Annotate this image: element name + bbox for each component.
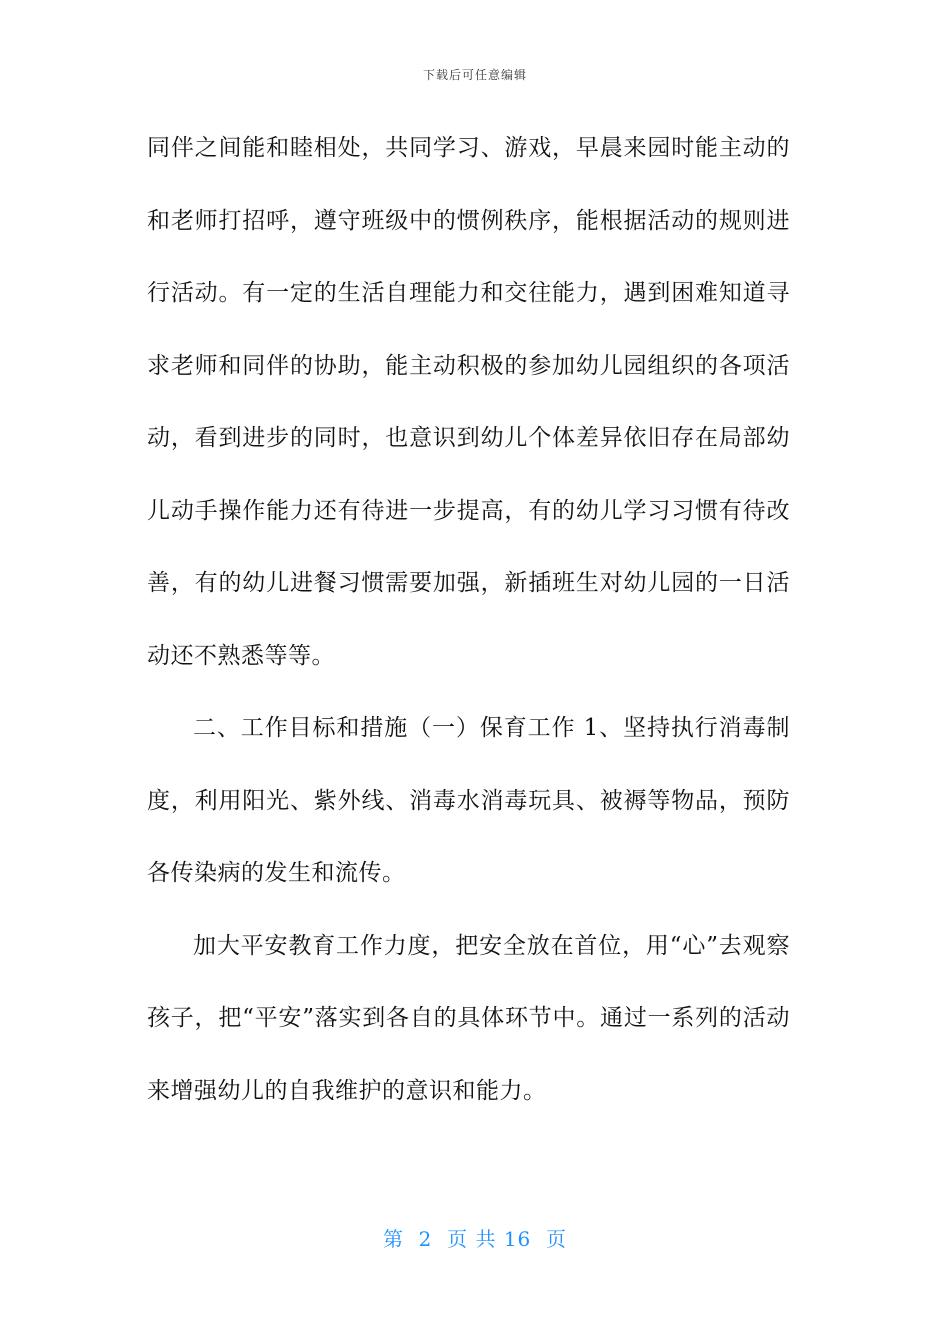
paragraph-1: 同伴之间能和睦相处，共同学习、游戏，早晨来园时能主动的和老师打招呼，遵守班级中的惯例秩序，能根据活动的规则进行活动。有一定的生活自理能力和交往能力，遇到困难知道寻求老师和同伴的协助，能主动积极的参加幼儿园组织的各项活动，看到进步的同时，也意识到幼儿个体差异依旧存在局部幼儿动手操作能力还有待进一步提高，有的幼儿学习习惯有待改善，有的幼儿进餐习惯需要加强，新插班生对幼儿园的一日活动还不熟悉等等。 bbox=[147, 135, 790, 669]
paragraph-3: 加大平安教育工作力度，把安全放在首位，用“心”去观察孩子，把“平安”落实到各自的具体环节中。通过一系列的活动来增强幼儿的自我维护的意识和能力。 bbox=[147, 932, 790, 1104]
paragraph-2: 二、工作目标和措施（一）保育工作 1、坚持执行消毒制度，利用阳光、紫外线、消毒水消毒玩具、被褥等物品，预防各传染病的发生和流传。 bbox=[147, 715, 790, 886]
page-header: 下载后可任意编辑 bbox=[422, 68, 527, 82]
document-body bbox=[147, 112, 790, 1127]
page-number-footer: 第 2 页 共 16 页 bbox=[382, 1227, 568, 1251]
